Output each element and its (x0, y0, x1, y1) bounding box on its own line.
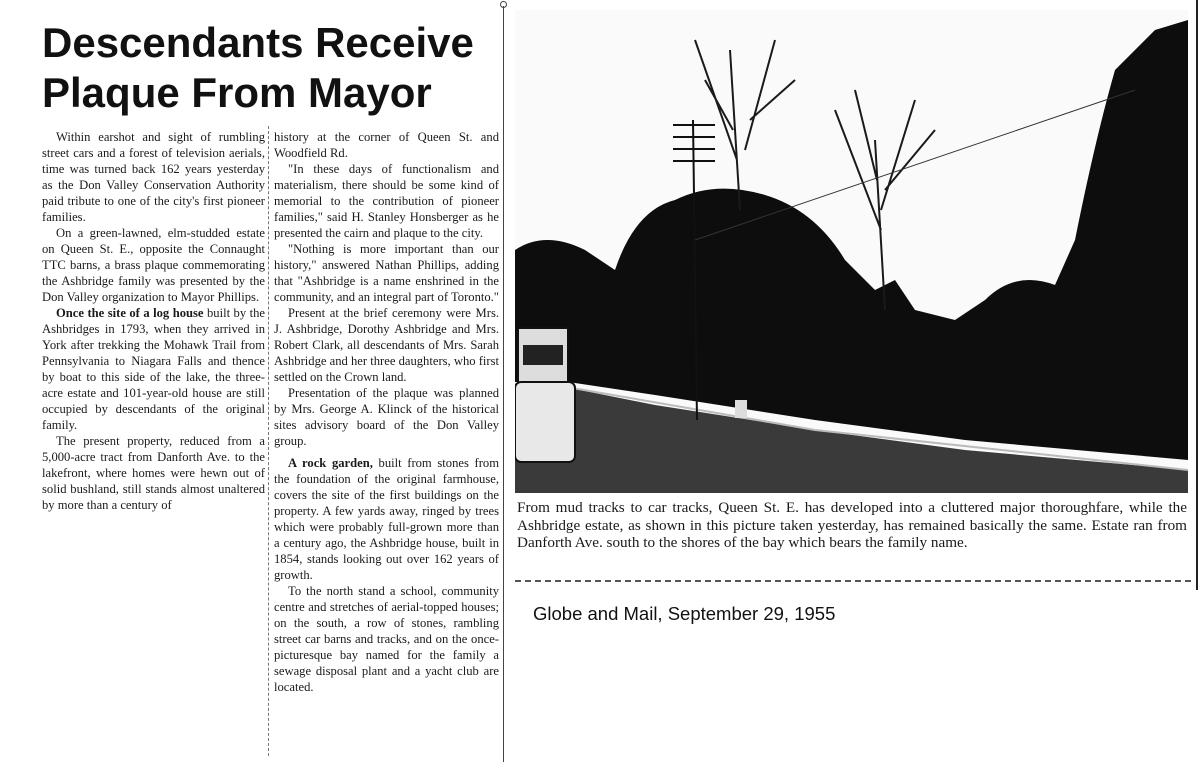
column-divider (503, 6, 504, 762)
paragraph: To the north stand a school, community centre and stretches of aerial-topped houses; on the south, a row of stones, rambling street car barns and tracks, and on the once-picturesque bay named for the family a sewage disposal plant and a yacht club are located. (274, 584, 499, 694)
paragraph: On a green-lawned, elm-studded estate on Queen St. E., opposite the Connaught TTC barns, a brass plaque commemorating the Ashbridge family was presented by the Don Valley organization to Mayor Phillips. (42, 226, 265, 304)
headline (42, 18, 497, 118)
paragraph-lead: A rock garden, (288, 456, 373, 470)
paragraph: "In these days of functionalism and materialism, there should be some kind of memorial to the contribution of pioneer families," said H. Stanley Honsberger as he presented the cairn and plaque to the city. (274, 162, 499, 240)
clipping-edge (1196, 0, 1198, 590)
paragraph-body: built from stones from the foundation of the original farmhouse, covers the site of the first buildings on the property. A few yards away, ringed by trees which were probably full-grown more than a century ago, the Ashbridge house, built in 1854, stands looking out over 162 years of growth. (274, 456, 499, 582)
caption-rule (515, 580, 1191, 582)
paragraph: "Nothing is more important than our history," answered Nathan Phillips, adding that "Ashbridge is a name enshrined in the community, and an integral part of Toronto." (274, 242, 499, 304)
column-divider-dashed (268, 126, 269, 756)
paragraph: history at the corner of Queen St. and Woodfield Rd. (274, 130, 499, 160)
article-column-2 (274, 129, 499, 695)
hydrant (735, 400, 747, 418)
paragraph (42, 305, 265, 433)
paragraph: Present at the brief ceremony were Mrs. J. Ashbridge, Dorothy Ashbridge and Mrs. Robert Clark, all descendants of Mrs. Sarah Ashbridge and her three daughters, who first settled on the Crown land. (274, 306, 499, 384)
article-column-1 (42, 129, 265, 555)
paragraph: Within earshot and sight of rumbling street cars and a forest of television aerials, time was turned back 162 years yesterday as the Don Valley Conservation Authority paid tribute to one of the city's first pioneer families. (42, 130, 265, 224)
paragraph-lead: Once the site of a log house (56, 306, 204, 320)
source-credit: Globe and Mail, September 29, 1955 (533, 603, 836, 624)
street-photo (515, 10, 1188, 493)
paragraph (274, 455, 499, 583)
headline-line-1: Descendants Receive (42, 19, 474, 66)
photo-caption: From mud tracks to car tracks, Queen St. E. has developed into a cluttered major thoroughfare, while the Ashbridge estate, as shown in this picture taken yesterday, has remained basically the same. Estate ran from Danforth Ave. south to the shores of the bay which bears the family name. (517, 499, 1187, 551)
paragraph: Presentation of the plaque was planned by Mrs. George A. Klinck of the historical sites advisory board of the Don Valley group. (274, 386, 499, 448)
paragraph: The present property, reduced from a 5,000-acre tract from Danforth Ave. to the lakefront, where homes were hewn out of solid bushland, still stands almost unaltered by more than a century of (42, 434, 265, 512)
paragraph-body: built by the Ashbridges in 1793, when they arrived in York after trekking the Mohawk Trail from Pennsylvania to Niagara Falls and thence by boat to this side of the lake, the three-acre estate and 101-year-old house are still occupied by descendants of the original family. (42, 306, 265, 432)
headline-line-2: Plaque From Mayor (42, 69, 432, 116)
car (515, 382, 575, 462)
